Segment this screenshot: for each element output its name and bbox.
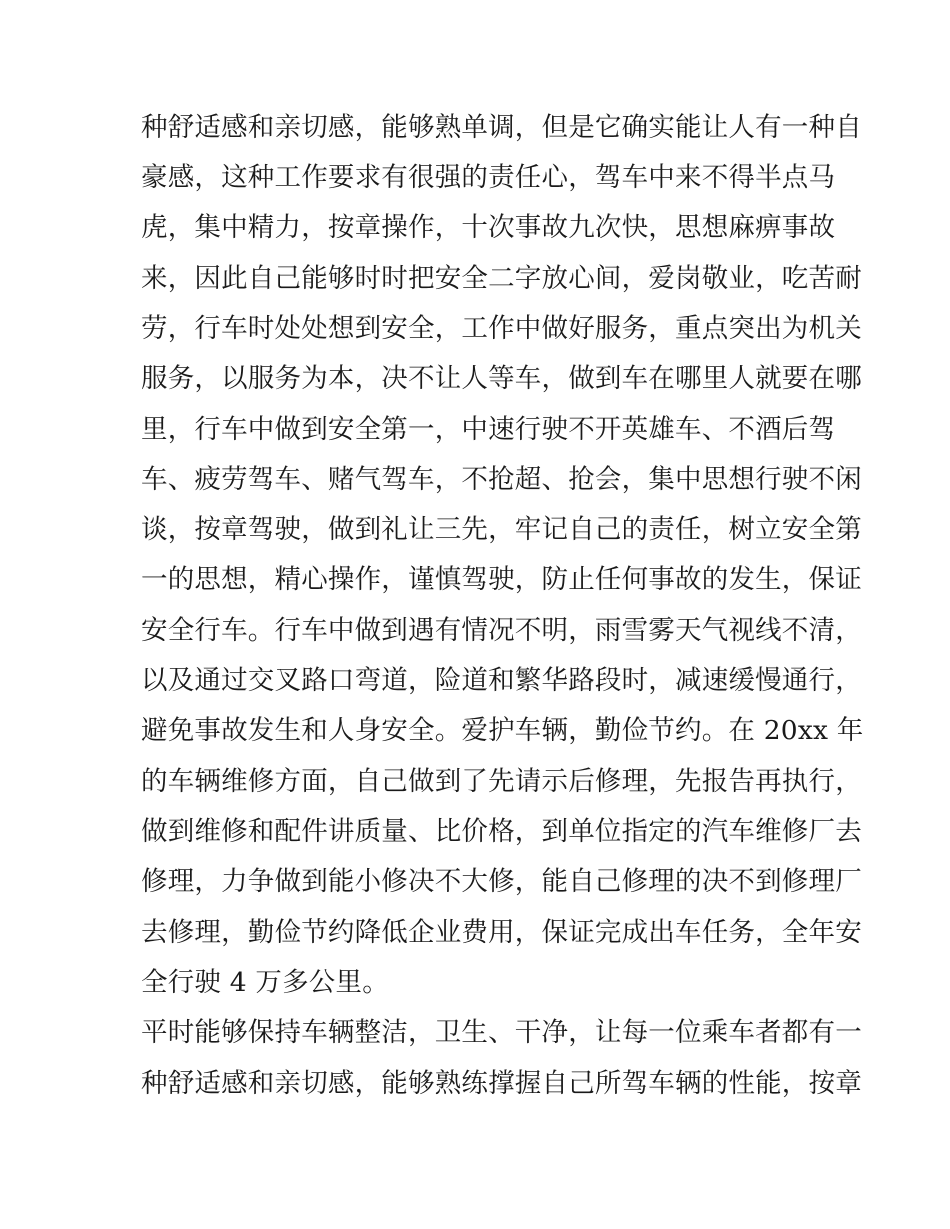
text-line: 虎，集中精力，按章操作，十次事故九次快，思想麻痹事故 bbox=[141, 212, 836, 243]
text-line: 做到维修和配件讲质量、比价格，到单位指定的汽车维修厂去 bbox=[141, 816, 862, 847]
text-line: 全行驶 4 万多公里。 bbox=[141, 967, 389, 998]
text-line: 的车辆维修方面，自己做到了先请示后修理，先报告再执行， bbox=[141, 766, 862, 797]
text-line: 豪感，这种工作要求有很强的责任心，驾车中来不得半点马 bbox=[141, 162, 836, 193]
text-line: 劳，行车时处处想到安全，工作中做好服务，重点突出为机关 bbox=[141, 313, 862, 344]
text-line: 平时能够保持车辆整洁，卫生、干净，让每一位乘车者都有一 bbox=[141, 1017, 862, 1048]
text-line: 以及通过交叉路口弯道，险道和繁华路段时，减速缓慢通行， bbox=[141, 665, 862, 696]
text-line: 去修理，勤俭节约降低企业费用，保证完成出车任务，全年安 bbox=[141, 917, 862, 948]
text-line: 修理，力争做到能小修决不大修，能自己修理的决不到修理厂 bbox=[141, 866, 862, 897]
text-line: 安全行车。行车中做到遇有情况不明，雨雪雾天气视线不清， bbox=[141, 615, 862, 646]
text-line: 服务，以服务为本，决不让人等车，做到车在哪里人就要在哪 bbox=[141, 363, 862, 394]
text-line: 避免事故发生和人身安全。爱护车辆，勤俭节约。在 20xx 年 bbox=[141, 715, 864, 746]
text-line: 车、疲劳驾车、赌气驾车，不抢超、抢会，集中思想行驶不闲 bbox=[141, 464, 862, 495]
text-line: 种舒适感和亲切感，能够熟单调，但是它确实能让人有一种自 bbox=[141, 112, 862, 143]
text-line: 来，因此自己能够时时把安全二字放心间，爱岗敬业，吃苦耐 bbox=[141, 263, 862, 294]
text-line: 一的思想，精心操作，谨慎驾驶，防止任何事故的发生，保证 bbox=[141, 564, 862, 595]
text-line: 谈，按章驾驶，做到礼让三先，牢记自己的责任，树立安全第 bbox=[141, 514, 862, 545]
text-line: 种舒适感和亲切感，能够熟练撑握自己所驾车辆的性能，按章 bbox=[141, 1068, 862, 1099]
text-line: 里，行车中做到安全第一，中速行驶不开英雄车、不酒后驾 bbox=[141, 414, 836, 445]
